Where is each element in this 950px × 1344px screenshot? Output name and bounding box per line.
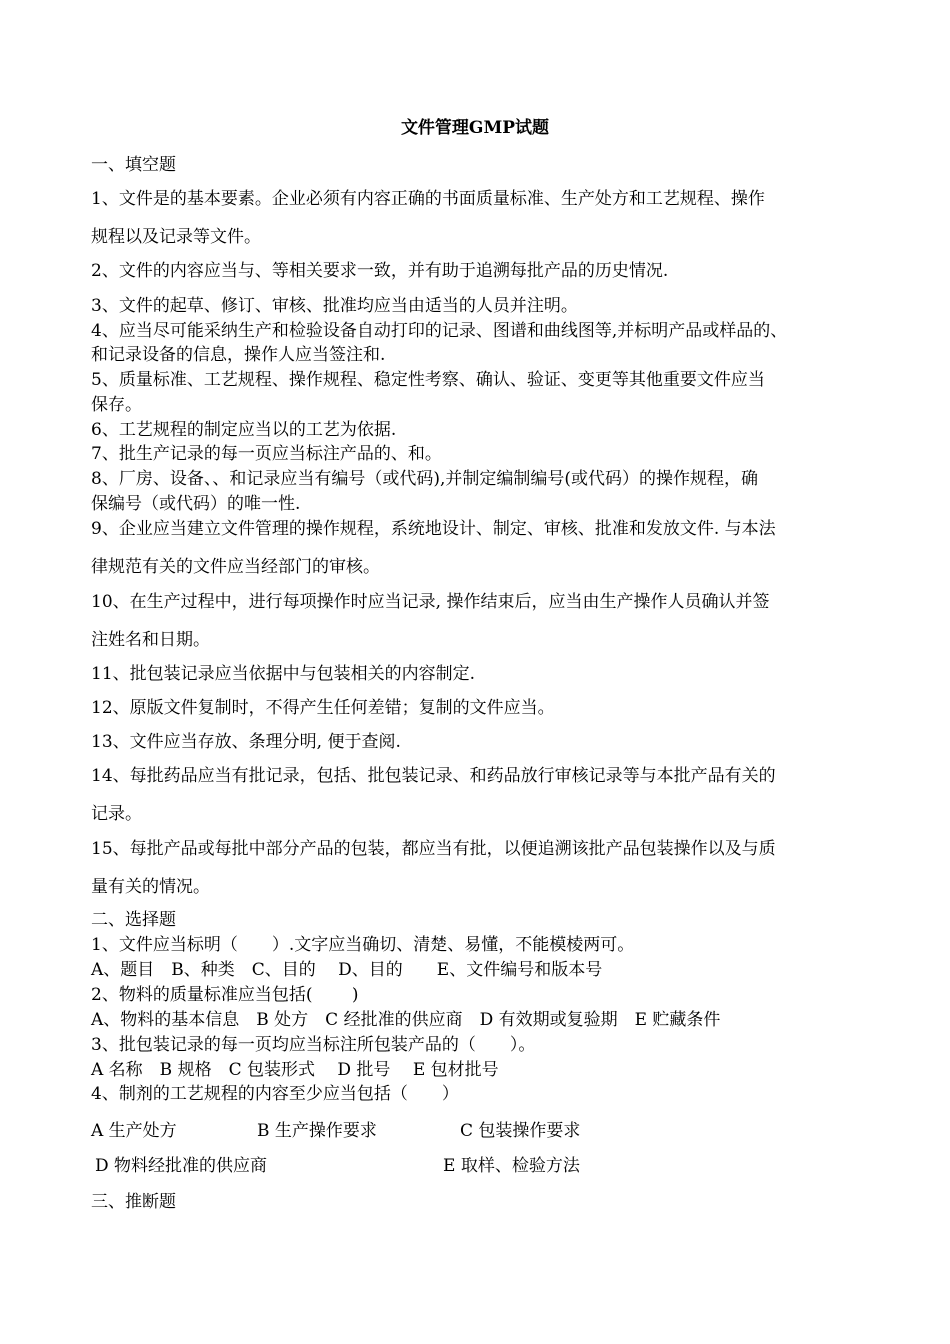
text-line: 9、企业应当建立文件管理的操作规程，系统地设计、制定、审核、批准和发放文件. 与本法	[91, 519, 776, 539]
text-line: 11、批包装记录应当依据中与包装相关的内容制定.	[91, 664, 476, 684]
text-line: 3、批包装记录的每一页均应当标注所包装产品的（ ）。	[91, 1035, 536, 1055]
section-heading-judgment: 三、推断题	[91, 1192, 176, 1212]
text-line: 12、原版文件复制时，不得产生任何差错；复制的文件应当。	[91, 698, 555, 718]
option-b: B 生产操作要求	[257, 1121, 377, 1141]
text-line: 注姓名和日期。	[91, 630, 210, 650]
text-line: 5、质量标准、工艺规程、操作规程、稳定性考察、确认、验证、变更等其他重要文件应当	[91, 370, 765, 390]
text-line: 保存。	[91, 395, 142, 415]
text-line: 1、文件应当标明（ ）.文字应当确切、清楚、易懂，不能模棱两可。	[91, 935, 635, 955]
text-line: 15、每批产品或每批中部分产品的包装，都应当有批，以便追溯该批产品包装操作以及与质	[91, 839, 776, 859]
text-line: 规程以及记录等文件。	[91, 227, 261, 247]
option-d: D 物料经批准的供应商	[95, 1156, 268, 1176]
text-line: 7、批生产记录的每一页应当标注产品的、和。	[91, 444, 442, 464]
text-line: A、题目 B、种类 C、目的 D、目的 E、文件编号和版本号	[91, 960, 603, 980]
section-heading-choice: 二、选择题	[91, 910, 176, 930]
text-line: 4、应当尽可能采纳生产和检验设备自动打印的记录、图谱和曲线图等,并标明产品或样品的、	[91, 321, 788, 341]
text-line: 14、每批药品应当有批记录，包括、批包装记录、和药品放行审核记录等与本批产品有关的	[91, 766, 776, 786]
text-line: 6、工艺规程的制定应当以的工艺为依据.	[91, 420, 397, 440]
text-line: 量有关的情况。	[91, 877, 210, 897]
option-c: C 包装操作要求	[460, 1121, 581, 1141]
text-line: A 名称 B 规格 C 包装形式 D 批号 E 包材批号	[91, 1060, 499, 1080]
text-line: 1、文件是的基本要素。企业必须有内容正确的书面质量标准、生产处方和工艺规程、操作	[91, 189, 765, 209]
text-line: 保编号（或代码）的唯一性.	[91, 494, 301, 514]
option-a: A 生产处方	[91, 1121, 177, 1141]
text-line: 2、物料的质量标准应当包括( )	[91, 985, 359, 1005]
text-line: 3、文件的起草、修订、审核、批准均应当由适当的人员并注明。	[91, 296, 578, 316]
section-heading-fill-in: 一、填空题	[91, 155, 176, 175]
text-line: 10、在生产过程中，进行每项操作时应当记录, 操作结束后，应当由生产操作人员确认并签	[91, 592, 770, 612]
text-line: A、物料的基本信息 B 处方 C 经批准的供应商 D 有效期或复验期 E 贮藏条件	[91, 1010, 721, 1030]
text-line: 记录。	[91, 804, 142, 824]
option-e: E 取样、检验方法	[443, 1156, 580, 1176]
text-line: 和记录设备的信息，操作人应当签注和.	[91, 345, 386, 365]
page-title: 文件管理GMP试题	[400, 118, 550, 138]
text-line: 律规范有关的文件应当经部门的审核。	[91, 557, 380, 577]
text-line: 4、制剂的工艺规程的内容至少应当包括（ ）	[91, 1084, 459, 1104]
text-line: 13、文件应当存放、条理分明, 便于查阅.	[91, 732, 401, 752]
text-line: 2、文件的内容应当与、等相关要求一致，并有助于追溯每批产品的历史情况.	[91, 261, 669, 281]
text-line: 8、厂房、设备、、和记录应当有编号（或代码),并制定编制编号(或代码）的操作规程，确	[91, 469, 758, 489]
